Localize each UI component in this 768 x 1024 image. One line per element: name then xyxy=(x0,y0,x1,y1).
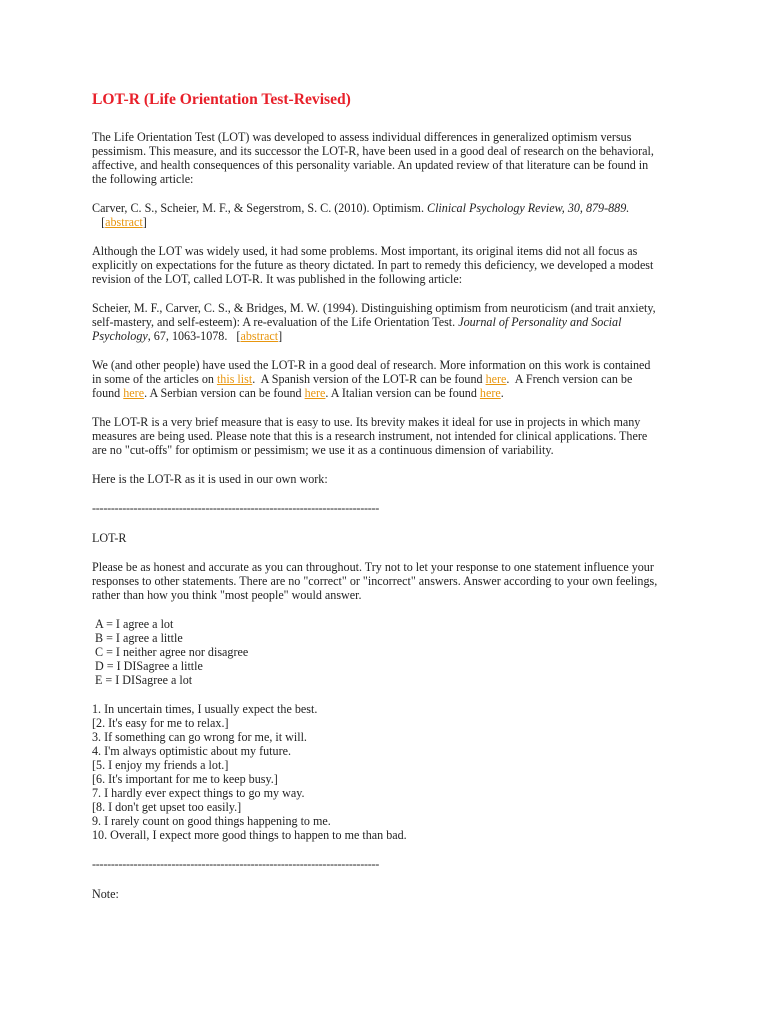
versions-text: . A French version can be found xyxy=(92,372,636,400)
divider-line: ---------------------------------------------------------------------------- xyxy=(92,501,380,515)
page-title: LOT-R (Life Orientation Test-Revised) xyxy=(92,91,351,108)
abstract-link-1994[interactable]: abstract xyxy=(240,329,279,343)
versions-text: . xyxy=(500,386,504,400)
italian-version-link[interactable]: here xyxy=(479,386,501,400)
serbian-version-link[interactable]: here xyxy=(304,386,326,400)
test-item: 3. If something can go wrong for me, it will. xyxy=(92,730,307,744)
instructions-paragraph: Please be as honest and accurate as you can throughout. Try not to let your response to one statement influence your responses to other statements. There are no "correct" or "incorrect" answers. Answer according to your own feelings, rather than how you think "most people" would answer. xyxy=(92,560,658,602)
reference-authors: Carver, C. S., Scheier, M. F., & Segerstrom, S. C. (2010). Optimism. xyxy=(92,201,427,215)
scale-option: E = I DISagree a lot xyxy=(95,673,193,687)
bracket-close: ] xyxy=(278,329,283,343)
response-scale xyxy=(95,617,658,687)
versions-paragraph xyxy=(92,358,658,400)
reference-authors: Scheier, M. F., Carver, C. S., & Bridges, M. W. (1994). Distinguishing optimism from neuroticism (and trait anxiety, self-mastery, and self-esteem): A re-evaluation of the Life Orientation Test. xyxy=(92,301,656,329)
scale-option: C = I neither agree nor disagree xyxy=(95,645,249,659)
test-item: 7. I hardly ever expect things to go my way. xyxy=(92,786,305,800)
reference-journal: Journal of Personality and Social Psychology xyxy=(92,315,622,343)
this-list-link[interactable]: this list xyxy=(216,372,253,386)
document-page xyxy=(92,90,658,916)
test-item: [6. It's important for me to keep busy.] xyxy=(92,772,278,786)
scale-option: A = I agree a lot xyxy=(95,617,174,631)
test-item: 9. I rarely count on good things happening to me. xyxy=(92,814,331,828)
test-item: 4. I'm always optimistic about my future. xyxy=(92,744,292,758)
reference-journal: Clinical Psychology Review, 30, 879-889. xyxy=(427,201,630,215)
scale-option: B = I agree a little xyxy=(95,631,183,645)
abstract-link-2010[interactable]: abstract xyxy=(105,215,143,229)
test-item: [8. I don't get upset too easily.] xyxy=(92,800,242,814)
intro-paragraph: The Life Orientation Test (LOT) was developed to assess individual differences in generalized optimism versus pessimism. This measure, and its successor the LOT-R, have been used in a good deal of research on the behavioral, affective, and health consequences of this personality variable. An updated review of that literature can be found in the following article: xyxy=(92,130,654,186)
test-item: [5. I enjoy my friends a lot.] xyxy=(92,758,229,772)
note-label: Note: xyxy=(92,887,119,901)
lead-in-paragraph: Here is the LOT-R as it is used in our own work: xyxy=(92,472,328,486)
versions-text: . A Italian version can be found xyxy=(325,386,480,400)
spanish-version-link[interactable]: here xyxy=(485,372,507,386)
divider-line: ---------------------------------------------------------------------------- xyxy=(92,857,380,871)
revision-paragraph: Although the LOT was widely used, it had some problems. Most important, its original items did not all focus as explicitly on expectations for the future as theory dictated. In part to remedy this deficiency, we developed a modest revision of the LOT, called LOT-R. It was published in the following article: xyxy=(92,244,654,286)
section-title: LOT-R xyxy=(92,531,127,545)
versions-text: . A Spanish version of the LOT-R can be found xyxy=(252,372,486,386)
reference-details: , 67, 1063-1078. [ xyxy=(147,329,241,343)
test-item: 1. In uncertain times, I usually expect the best. xyxy=(92,702,318,716)
reference-scheier-1994 xyxy=(92,301,658,343)
usage-paragraph: The LOT-R is a very brief measure that is easy to use. Its brevity makes it ideal for use in projects in which many measures are being used. Please note that this is a research instrument, not intended for clinical applications. There are no "cut-offs" for optimism or pessimism; we use it as a continuous dimension of variability. xyxy=(92,415,648,457)
versions-text: We (and other people) have used the LOT-R in a good deal of research. More information on this work is contained in some of the articles on xyxy=(92,358,651,386)
french-version-link[interactable]: here xyxy=(123,386,145,400)
reference-carver-2010 xyxy=(92,201,658,229)
scale-option: D = I DISagree a little xyxy=(95,659,203,673)
bracket-open: [ xyxy=(92,215,106,229)
bracket-close: ] xyxy=(142,215,147,229)
test-item: 10. Overall, I expect more good things to happen to me than bad. xyxy=(92,828,407,842)
versions-text: . A Serbian version can be found xyxy=(144,386,305,400)
test-items-list xyxy=(92,702,658,842)
test-item: [2. It's easy for me to relax.] xyxy=(92,716,229,730)
